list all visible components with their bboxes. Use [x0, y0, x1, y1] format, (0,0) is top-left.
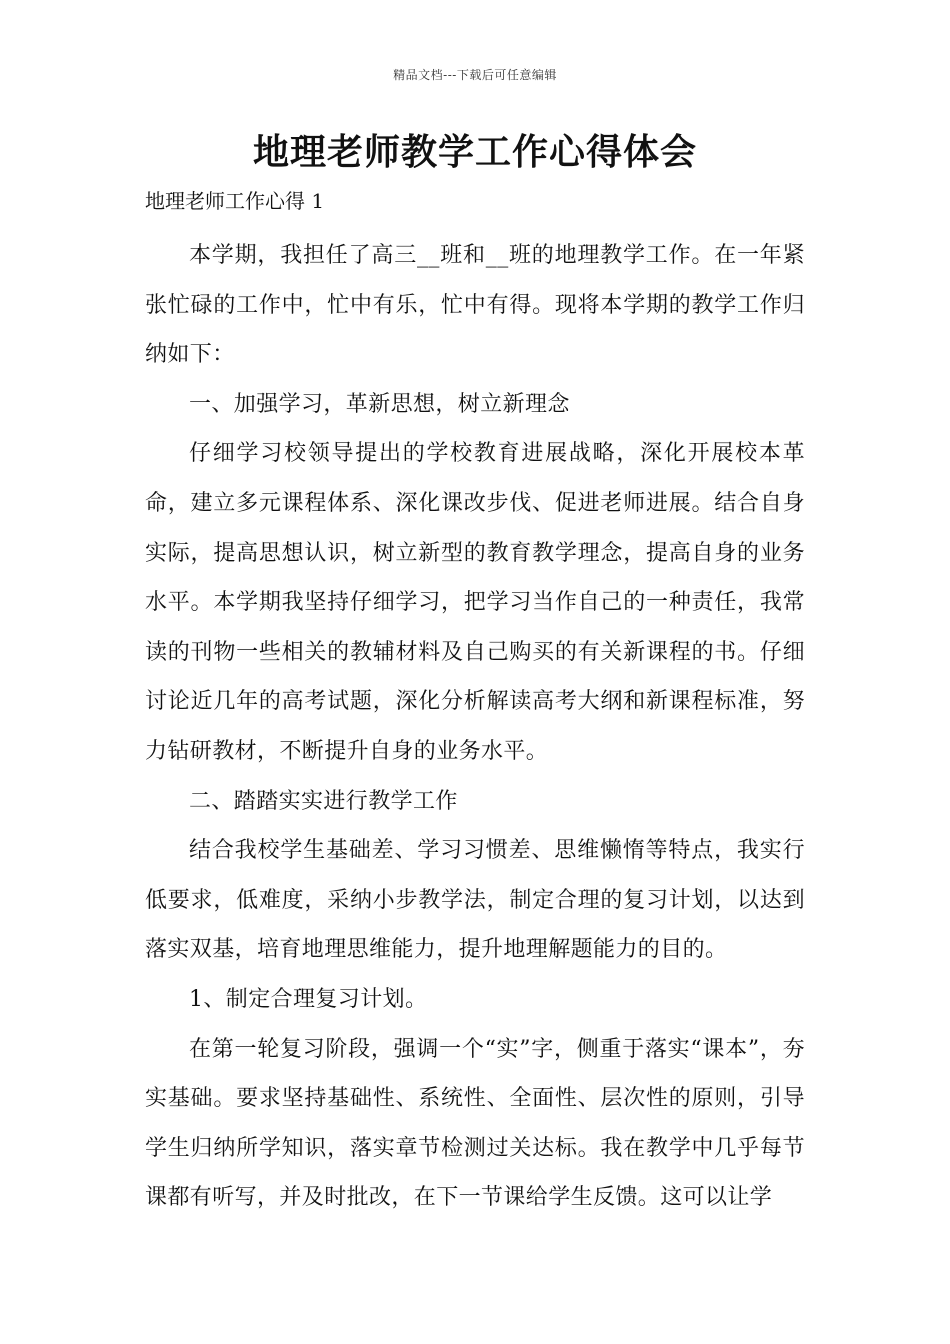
subsection-heading: 1、制定合理复习计划。: [189, 986, 428, 1012]
header-note: 精品文档---下载后可任意编辑: [393, 68, 557, 82]
paragraph: 仔细学习校领导提出的学校教育进展战略，深化开展校本革命，建立多元课程体系、深化课改步伐、促进老师进展。结合自身实际，提高思想认识，树立新型的教育教学理念，提高自身的业务水平。本学期我坚持仔细学习，把学习当作自己的一种责任，我常读的刊物一些相关的教辅材料及自己购买的有关新课程的书。仔细讨论近几年的高考试题，深化分析解读高考大纲和新课程标准，努力钻研教材，不断提升自身的业务水平。: [145, 441, 805, 764]
document-body: [145, 231, 805, 1223]
document-title: 地理老师教学工作心得体会: [252, 131, 697, 173]
section-heading: 二、踏踏实实进行教学工作: [189, 788, 458, 814]
section-subtitle: 地理老师工作心得 1: [145, 189, 325, 213]
paragraph: 在第一轮复习阶段，强调一个“实”字，侧重于落实“课本”，夯实基础。要求坚持基础性、系统性、全面性、层次性的原则，引导学生归纳所学知识，落实章节检测过关达标。我在教学中几乎每节课都有听写，并及时批改，在下一节课给学生反馈。这可以让学: [145, 1036, 805, 1211]
paragraph: 本学期，我担任了高三__班和__班的地理教学工作。在一年紧张忙碌的工作中，忙中有乐，忙中有得。现将本学期的教学工作归纳如下：: [145, 243, 805, 368]
paragraph: 结合我校学生基础差、学习习惯差、思维懒惰等特点，我实行低要求，低难度，采纳小步教学法，制定合理的复习计划，以达到落实双基，培育地理思维能力，提升地理解题能力的目的。: [145, 838, 805, 963]
section-heading: 一、加强学习，革新思想，树立新理念: [189, 391, 570, 417]
